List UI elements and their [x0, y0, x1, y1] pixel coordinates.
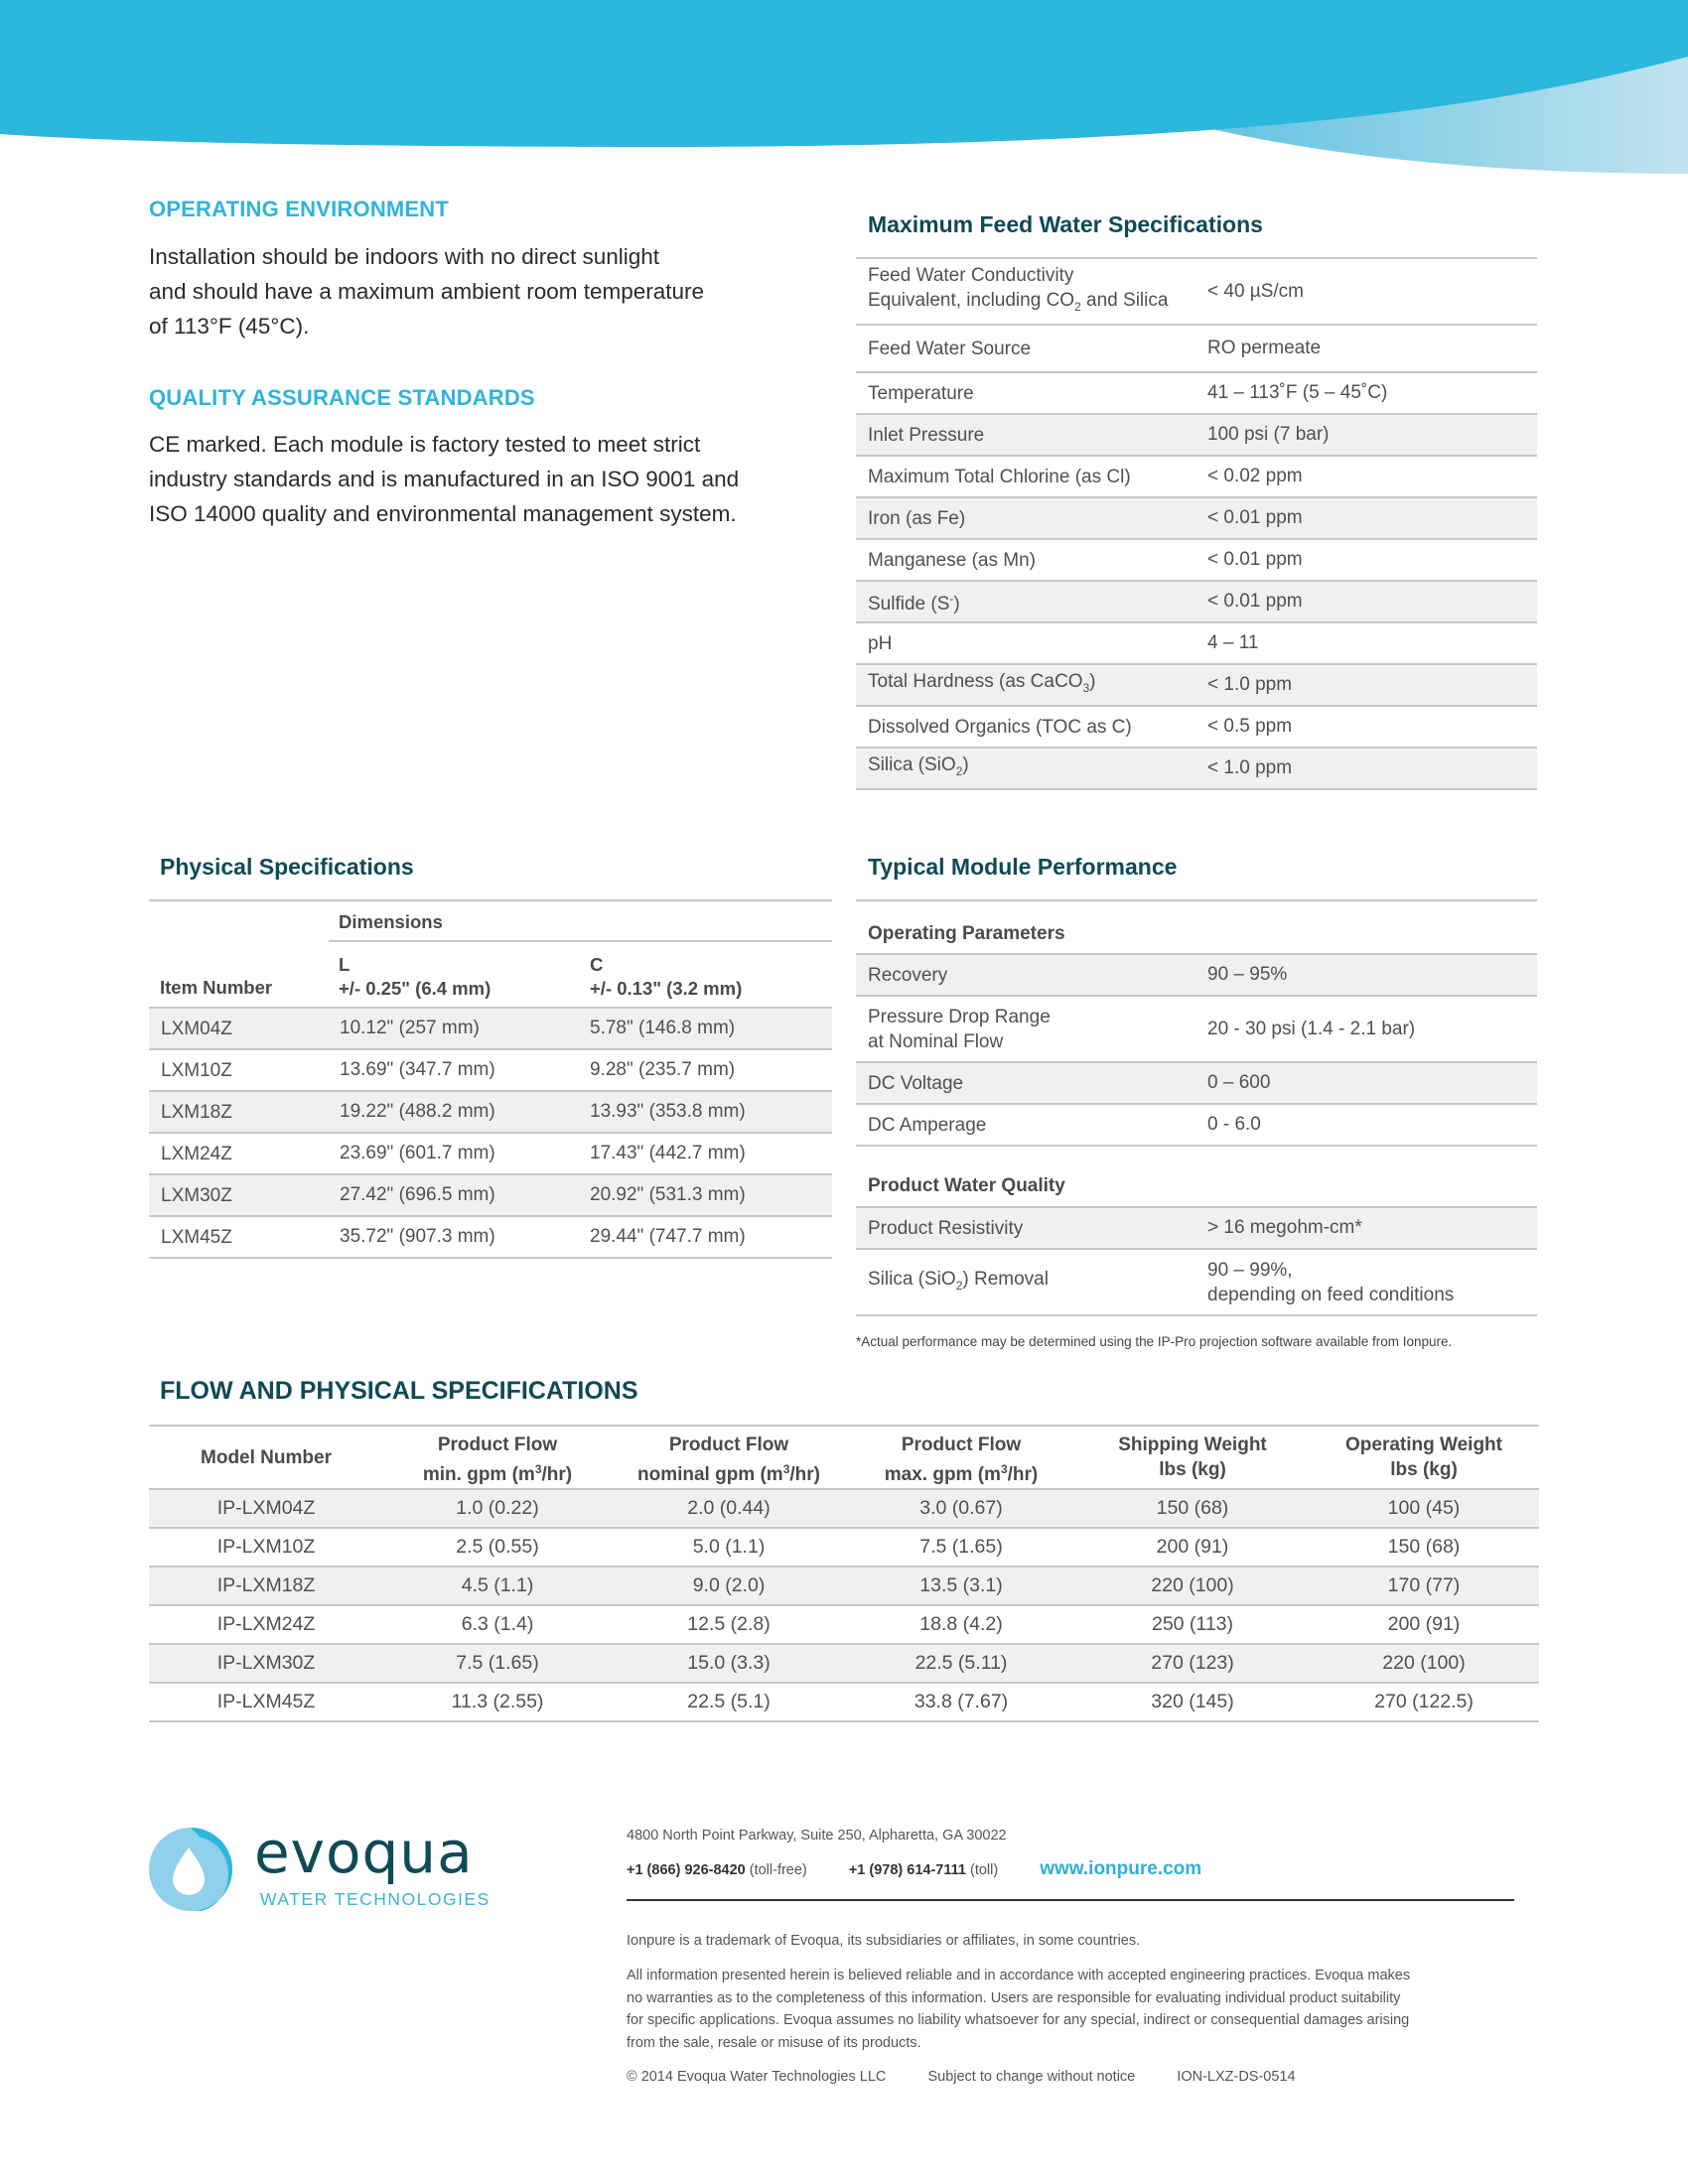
flow-nominal: 15.0 (3.3): [687, 1652, 771, 1674]
copyright: © 2014 Evoqua Water Technologies LLC: [627, 2069, 887, 2085]
model-number: IP-LXM10Z: [216, 1536, 316, 1558]
flow-specs-title: FLOW AND PHYSICAL SPECIFICATIONS: [160, 1377, 638, 1405]
column-header-operating-weight: [1309, 1433, 1539, 1482]
disclaimer-line: no warranties as to the completeness of this information. Users are responsible for evaluating individual product suitability: [627, 1989, 1401, 2006]
column-header-flow-nominal: [612, 1433, 846, 1487]
label-text: Equivalent, including CO: [868, 290, 1075, 311]
row-value: RO permeate: [1207, 338, 1322, 358]
c-header: [590, 953, 742, 1001]
row-label: pH: [868, 632, 893, 654]
row-value: < 1.0 ppm: [1207, 757, 1293, 778]
table-top-rule: [149, 1425, 1539, 1427]
operating-environment-title: OPERATING ENVIRONMENT: [149, 197, 450, 221]
row-label: Iron (as Fe): [868, 507, 966, 529]
row-value: < 0.5 ppm: [1207, 716, 1293, 737]
item-number-header: Item Number: [160, 977, 273, 998]
header-line: Shipping Weight: [1118, 1434, 1267, 1455]
phone-tollfree-label: (toll-free): [749, 1862, 807, 1878]
header-text: max. gpm (m: [884, 1464, 1001, 1485]
header-line: Product Flow: [437, 1434, 558, 1455]
superscript: 3: [782, 1462, 790, 1476]
flow-min: 7.5 (1.65): [456, 1652, 539, 1674]
flow-min: 6.3 (1.4): [461, 1613, 534, 1635]
text-line: Installation should be indoors with no direct sunlight: [149, 244, 660, 269]
table-row: [149, 1092, 832, 1134]
row-label: DC Amperage: [868, 1114, 987, 1136]
row-value: 41 – 113˚F (5 – 45˚C): [1207, 382, 1388, 403]
table-row: [856, 1105, 1537, 1147]
row-value: 0 – 600: [1207, 1072, 1271, 1093]
table-row: [856, 955, 1537, 997]
flow-nominal: 22.5 (5.1): [687, 1691, 771, 1712]
flow-nominal: 5.0 (1.1): [692, 1536, 766, 1558]
table-row: [856, 582, 1537, 623]
row-label: DC Voltage: [868, 1072, 964, 1094]
header-line: Product Flow: [668, 1434, 789, 1455]
superscript: 3: [534, 1462, 542, 1476]
table-row: [856, 540, 1537, 582]
disclaimer: [627, 1965, 1520, 2054]
length-value: 19.22" (488.2 mm): [340, 1101, 495, 1122]
module-performance-title: Typical Module Performance: [868, 854, 1178, 880]
disclaimer-line: for specific applications. Evoqua assumes no liability whatsoever for any special, indirect or consequential damages arising: [627, 2012, 1410, 2028]
website-link[interactable]: www.ionpure.com: [1040, 1858, 1202, 1879]
table-row: [856, 665, 1537, 707]
row-value: 20 - 30 psi (1.4 - 2.1 bar): [1207, 1018, 1416, 1039]
table-row: [856, 259, 1537, 326]
label-line: at Nominal Flow: [868, 1030, 1004, 1052]
row-label: [856, 669, 1196, 701]
footer-divider: [627, 1899, 1514, 1901]
label-text: Silica (SiO: [868, 1268, 956, 1290]
label-text: ): [953, 594, 960, 614]
header-line: Product Flow: [901, 1434, 1022, 1455]
phone-tollfree[interactable]: +1 (866) 926-8420: [627, 1862, 746, 1878]
row-value: 100 psi (7 bar): [1207, 424, 1330, 445]
table-row: [149, 1134, 832, 1175]
evoqua-logo-icon: [149, 1828, 232, 1911]
superscript: 3: [1000, 1462, 1008, 1476]
table-row: [856, 498, 1537, 540]
table-row: [149, 1175, 832, 1217]
table-row: [149, 1490, 1539, 1529]
contact-line: [627, 1858, 1201, 1882]
table-row: [856, 415, 1537, 457]
row-value: < 0.01 ppm: [1207, 549, 1303, 570]
label-text: Total Hardness (as CaCO: [868, 671, 1083, 692]
c-value: 20.92" (531.3 mm): [590, 1184, 746, 1205]
shipping-weight: 270 (123): [1151, 1652, 1234, 1674]
row-label: [856, 587, 1196, 616]
row-value: < 1.0 ppm: [1207, 674, 1293, 695]
row-value: 90 – 95%: [1207, 964, 1288, 985]
operating-environment-text: [149, 239, 704, 343]
header-line: +/- 0.25" (6.4 mm): [339, 978, 492, 999]
column-header-flow-min: [383, 1433, 612, 1487]
column-header-shipping-weight: [1076, 1433, 1309, 1482]
operating-weight: 220 (100): [1382, 1652, 1466, 1674]
table-row: [856, 457, 1537, 498]
row-label: Maximum Total Chlorine (as Cl): [868, 466, 1131, 487]
row-value: < 0.01 ppm: [1207, 507, 1303, 528]
trademark-notice: Ionpure is a trademark of Evoqua, its subsidiaries or affiliates, in some countries.: [627, 1933, 1141, 1949]
value-line: depending on feed conditions: [1207, 1284, 1455, 1305]
label-text: ): [1089, 671, 1096, 692]
table-row: [149, 1529, 1539, 1568]
length-value: 35.72" (907.3 mm): [340, 1226, 495, 1247]
physical-specs-title: Physical Specifications: [160, 854, 414, 880]
shipping-weight: 200 (91): [1156, 1536, 1229, 1558]
c-value: 13.93" (353.8 mm): [590, 1101, 746, 1122]
label-text: Sulfide (S: [868, 594, 950, 614]
table-row: [149, 1606, 1539, 1645]
label-line: Pressure Drop Range: [868, 1006, 1051, 1027]
row-label: Dissolved Organics (TOC as C): [868, 716, 1132, 738]
c-value: 9.28" (235.7 mm): [590, 1059, 736, 1080]
shipping-weight: 250 (113): [1151, 1613, 1234, 1635]
disclaimer-line: All information presented herein is believed reliable and in accordance with accepted engineering practices. Evoqua makes: [627, 1968, 1411, 1983]
operating-weight: 150 (68): [1387, 1536, 1461, 1558]
header-line: lbs (kg): [1390, 1459, 1458, 1480]
label-text: Silica (SiO: [868, 754, 956, 775]
row-label: [856, 1267, 1196, 1298]
row-label: Manganese (as Mn): [868, 549, 1036, 571]
header-line: +/- 0.13" (3.2 mm): [590, 978, 743, 999]
logo-subtitle: WATER TECHNOLOGIES: [260, 1889, 491, 1909]
row-label: [856, 263, 1196, 320]
item-number: LXM45Z: [161, 1226, 232, 1248]
flow-min: 11.3 (2.55): [451, 1691, 544, 1712]
item-number: LXM18Z: [161, 1101, 232, 1123]
c-value: 29.44" (747.7 mm): [590, 1226, 746, 1247]
table-row: [856, 623, 1537, 665]
text-line: CE marked. Each module is factory tested to meet strict: [149, 432, 701, 457]
table-row: [856, 997, 1537, 1063]
flow-min: 4.5 (1.1): [461, 1574, 534, 1596]
row-label: Temperature: [868, 382, 974, 404]
header-text: /hr): [541, 1464, 573, 1485]
length-value: 10.12" (257 mm): [340, 1018, 480, 1038]
length-value: 27.42" (696.5 mm): [340, 1184, 495, 1205]
c-value: 17.43" (442.7 mm): [590, 1143, 746, 1163]
length-value: 23.69" (601.7 mm): [340, 1143, 495, 1163]
table-row: [856, 326, 1537, 373]
header-line: lbs (kg): [1159, 1459, 1226, 1480]
item-number: LXM30Z: [161, 1184, 232, 1206]
flow-max: 33.8 (7.67): [914, 1691, 1009, 1712]
product-water-quality-header: Product Water Quality: [868, 1175, 1065, 1196]
column-header-flow-max: [846, 1433, 1076, 1487]
shipping-weight: 320 (145): [1151, 1691, 1234, 1712]
row-label: [856, 752, 1196, 784]
flow-nominal: 2.0 (0.44): [687, 1497, 771, 1519]
superscript: -: [949, 592, 954, 606]
subscript: 2: [955, 764, 963, 778]
table-row: [149, 1645, 1539, 1684]
document-code: ION-LXZ-DS-0514: [1177, 2069, 1296, 2085]
dimensions-header: Dimensions: [339, 911, 443, 932]
shipping-weight: 150 (68): [1156, 1497, 1229, 1519]
text-line: and should have a maximum ambient room temperature: [149, 279, 705, 304]
flow-max: 3.0 (0.67): [919, 1497, 1003, 1519]
subscript: 2: [1074, 300, 1081, 314]
label-text: and Silica: [1080, 290, 1169, 311]
label-line: Feed Water Conductivity: [868, 265, 1074, 286]
flow-max: 22.5 (5.11): [914, 1652, 1008, 1674]
header-line: L: [339, 954, 351, 975]
flow-nominal: 9.0 (2.0): [692, 1574, 766, 1596]
row-label: Recovery: [868, 964, 948, 986]
shipping-weight: 220 (100): [1151, 1574, 1234, 1596]
change-notice: Subject to change without notice: [927, 2069, 1136, 2085]
label-text: ) Removal: [962, 1268, 1049, 1290]
flow-nominal: 12.5 (2.8): [687, 1613, 771, 1635]
table-row: [856, 1250, 1537, 1316]
text-line: industry standards and is manufactured in an ISO 9001 and: [149, 467, 740, 491]
logo-wordmark: evoqua: [254, 1819, 474, 1886]
row-value: < 40 µS/cm: [1207, 280, 1305, 302]
footer-legal-line: [627, 2066, 1296, 2089]
flow-min: 1.0 (0.22): [456, 1497, 539, 1519]
phone-toll[interactable]: +1 (978) 614-7111: [848, 1862, 966, 1878]
flow-max: 18.8 (4.2): [919, 1613, 1003, 1635]
flow-max: 7.5 (1.65): [919, 1536, 1003, 1558]
header-line: [383, 1457, 612, 1487]
header-text: /hr): [789, 1464, 821, 1485]
header-line: Operating Weight: [1345, 1434, 1502, 1455]
model-number: IP-LXM30Z: [216, 1652, 316, 1674]
label-line: [868, 288, 1196, 320]
operating-parameters-header: Operating Parameters: [868, 923, 1065, 944]
item-number: LXM24Z: [161, 1143, 232, 1164]
flow-max: 13.5 (3.1): [919, 1574, 1003, 1596]
operating-weight: 170 (77): [1387, 1574, 1461, 1596]
table-row: [856, 707, 1537, 749]
row-label: Inlet Pressure: [868, 424, 985, 446]
operating-weight: 100 (45): [1387, 1497, 1461, 1519]
dimensions-rule: [329, 940, 832, 942]
table-row: [856, 373, 1537, 415]
value-line: 90 – 99%,: [1207, 1259, 1293, 1281]
label-text: ): [962, 754, 969, 775]
text-line: ISO 14000 quality and environmental management system.: [149, 501, 737, 526]
table-row: [149, 1050, 832, 1092]
operating-weight: 200 (91): [1387, 1613, 1461, 1635]
table-row: [149, 1009, 832, 1050]
row-value: [1207, 1258, 1454, 1307]
model-number: IP-LXM04Z: [216, 1497, 316, 1519]
table-row: [856, 1063, 1537, 1105]
row-label: Product Resistivity: [868, 1217, 1024, 1239]
row-value: < 0.01 ppm: [1207, 591, 1303, 612]
row-value: 0 - 6.0: [1207, 1114, 1261, 1135]
model-number: IP-LXM45Z: [216, 1691, 316, 1712]
table-row: [149, 1217, 832, 1259]
column-header-model: Model Number: [201, 1447, 332, 1468]
table-row: [856, 749, 1537, 790]
header-text: min. gpm (m: [422, 1464, 535, 1485]
header-text: nominal gpm (m: [636, 1464, 783, 1485]
subscript: 2: [955, 1278, 963, 1293]
text-line: of 113°F (45°C).: [149, 314, 310, 339]
disclaimer-line: from the sale, resale or misuse of its products.: [627, 2034, 921, 2051]
operating-weight: 270 (122.5): [1374, 1691, 1474, 1712]
model-number: IP-LXM24Z: [216, 1613, 316, 1635]
header-line: C: [590, 954, 604, 975]
model-number: IP-LXM18Z: [216, 1574, 316, 1596]
length-header: [339, 953, 491, 1001]
table-row: [149, 1568, 1539, 1606]
feed-water-title: Maximum Feed Water Specifications: [868, 211, 1263, 237]
header-line: [846, 1457, 1076, 1487]
c-value: 5.78" (146.8 mm): [590, 1018, 736, 1038]
row-value: < 0.02 ppm: [1207, 466, 1303, 486]
phone-toll-label: (toll): [969, 1862, 999, 1878]
table-top-rule: [856, 899, 1537, 901]
header-wave-banner: [0, 0, 1688, 179]
table-row: [149, 1684, 1539, 1722]
flow-min: 2.5 (0.55): [456, 1536, 539, 1558]
performance-footnote: *Actual performance may be determined using the IP-Pro projection software available from Ionpure.: [856, 1334, 1453, 1349]
row-value: 4 – 11: [1207, 632, 1259, 653]
item-number: LXM04Z: [161, 1018, 232, 1039]
header-text: /hr): [1007, 1464, 1039, 1485]
row-label: [856, 1005, 1196, 1054]
row-label: Feed Water Source: [868, 338, 1032, 359]
row-value: > 16 megohm-cm*: [1207, 1217, 1362, 1238]
item-number: LXM10Z: [161, 1059, 232, 1081]
header-line: [612, 1457, 846, 1487]
quality-assurance-title: QUALITY ASSURANCE STANDARDS: [149, 385, 535, 410]
length-value: 13.69" (347.7 mm): [340, 1059, 495, 1080]
table-row: [856, 1208, 1537, 1250]
subscript: 3: [1082, 681, 1090, 695]
table-top-rule: [149, 899, 832, 901]
address: 4800 North Point Parkway, Suite 250, Alpharetta, GA 30022: [627, 1828, 1007, 1843]
quality-assurance-text: [149, 427, 739, 531]
